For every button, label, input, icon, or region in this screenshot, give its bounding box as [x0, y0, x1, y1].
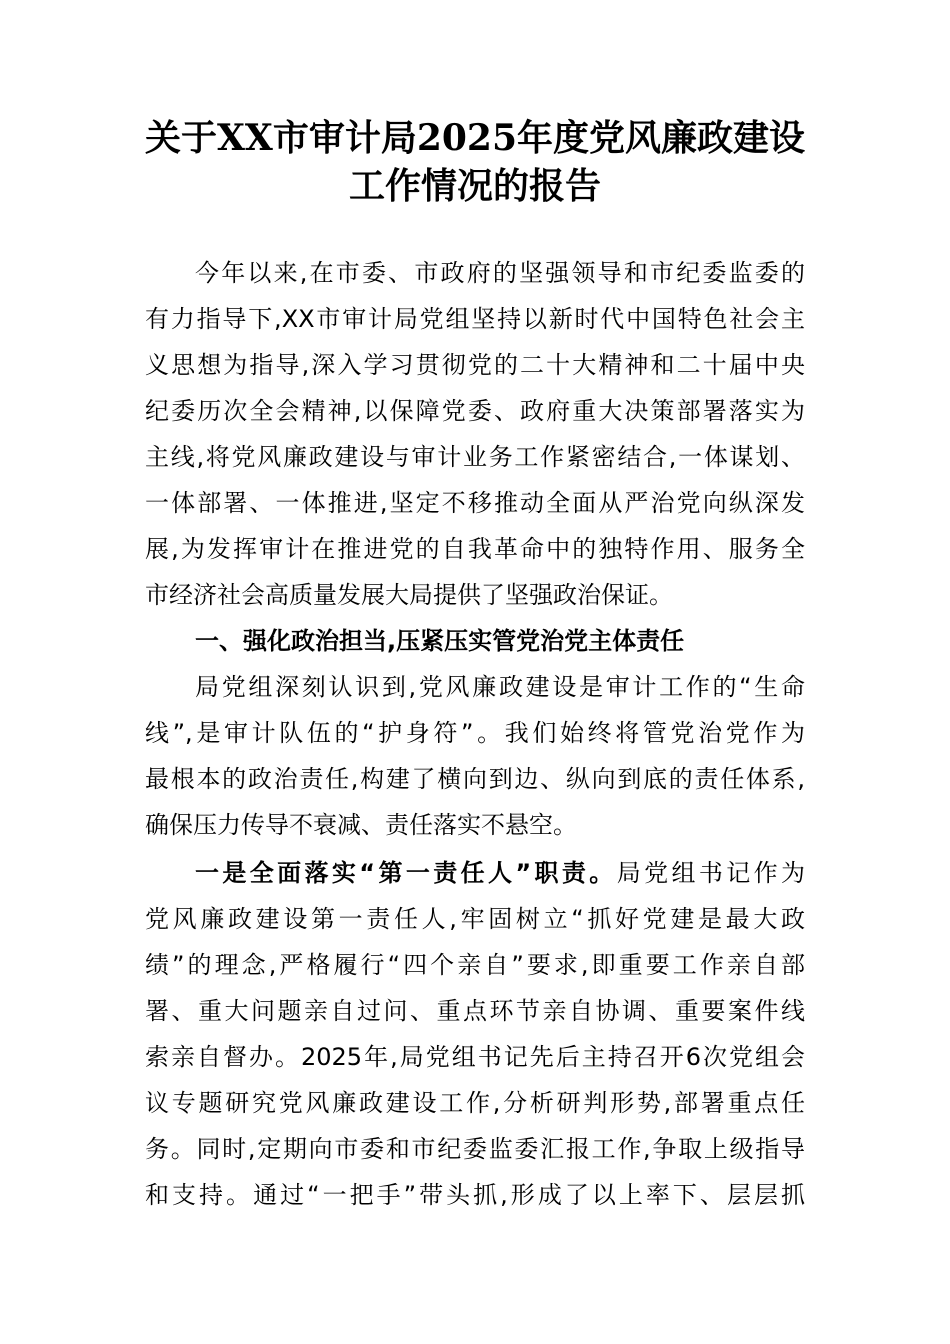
point-line: 议专题研究党风廉政建设工作,分析研判形势,部署重点任	[145, 1089, 805, 1117]
point-line: 党风廉政建设第一责任人,牢固树立“抓好党建是最大政	[145, 905, 805, 933]
document-title-line-2: 工作情况的报告	[348, 165, 601, 207]
intro-line: 义思想为指导,深入学习贯彻党的二十大精神和二十届中央	[145, 351, 805, 379]
point-lead-rest: 局党组书记作为	[616, 859, 805, 887]
intro-line: 市经济社会高质量发展大局提供了坚强政治保证。	[145, 581, 673, 609]
intro-line: 有力指导下,XX市审计局党组坚持以新时代中国特色社会主	[145, 305, 805, 333]
section-line: 确保压力传导不衰减、责任落实不悬空。	[145, 811, 577, 839]
point-line: 索亲自督办。2025年,局党组书记先后主持召开6次党组会	[145, 1043, 805, 1071]
section-line: 局党组深刻认识到,党风廉政建设是审计工作的“生命	[195, 673, 805, 701]
point-line-first	[195, 850, 805, 896]
intro-line: 今年以来,在市委、市政府的坚强领导和市纪委监委的	[195, 259, 805, 287]
section-heading: 一、强化政治担当,压紧压实管党治党主体责任	[195, 627, 685, 655]
section-line: 线”,是审计队伍的“护身符”。我们始终将管党治党作为	[145, 719, 805, 747]
intro-line: 主线,将党风廉政建设与审计业务工作紧密结合,一体谋划、	[145, 443, 805, 471]
document-title-line-1: 关于XX市审计局2025年度党风廉政建设	[144, 117, 806, 159]
intro-line: 纪委历次全会精神,以保障党委、政府重大决策部署落实为	[145, 397, 805, 425]
point-line: 绩”的理念,严格履行“四个亲自”要求,即重要工作亲自部	[145, 951, 805, 979]
intro-line: 展,为发挥审计在推进党的自我革命中的独特作用、服务全	[145, 535, 805, 563]
point-line: 和支持。通过“一把手”带头抓,形成了以上率下、层层抓	[145, 1181, 805, 1209]
point-lead: 一是全面落实“第一责任人”职责。	[195, 859, 617, 887]
section-line: 最根本的政治责任,构建了横向到边、纵向到底的责任体系,	[145, 765, 805, 793]
point-line: 务。同时,定期向市委和市纪委监委汇报工作,争取上级指导	[145, 1135, 805, 1163]
intro-line: 一体部署、一体推进,坚定不移推动全面从严治党向纵深发	[145, 489, 805, 517]
point-line: 署、重大问题亲自过问、重点环节亲自协调、重要案件线	[145, 997, 805, 1025]
